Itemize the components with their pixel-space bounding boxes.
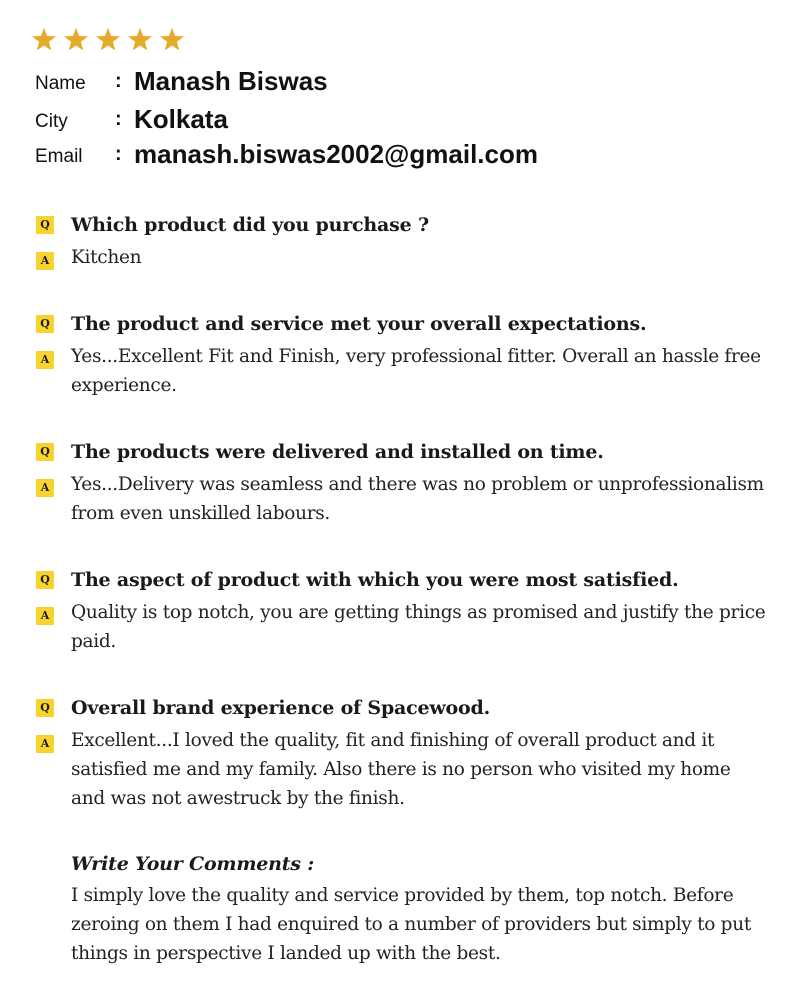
question-badge-icon: Q <box>36 443 54 461</box>
question-badge-icon: Q <box>36 315 54 333</box>
question-text: Overall brand experience of Spacewood. <box>71 697 491 719</box>
answer-text: Quality is top notch, you are getting things as promised and justify the price paid. <box>71 602 766 652</box>
qa-item <box>36 438 766 528</box>
star-icon <box>126 26 154 54</box>
answer-badge-icon: A <box>36 479 54 497</box>
answer-text: Excellent...I loved the quality, fit and finishing of overall product and it satisfied me and my family. Also there is no person who visited my home and was not awestruck by the finish. <box>71 730 731 809</box>
question-text: The product and service met your overall expectations. <box>71 313 647 335</box>
question-badge-icon: Q <box>36 216 54 234</box>
comments-text: I simply love the quality and service provided by them, top notch. Before zeroing on them I had enquired to a number of providers but simply to put things in perspective I landed up with the best. <box>71 885 751 964</box>
question-badge-icon: Q <box>36 571 54 589</box>
qa-item <box>36 694 766 813</box>
question-text: The products were delivered and installed on time. <box>71 441 604 463</box>
star-icon <box>30 26 58 54</box>
answer-text: Kitchen <box>71 247 142 268</box>
question-text: The aspect of product with which you were most satisfied. <box>71 569 679 591</box>
city-label: City <box>35 111 68 132</box>
qa-item <box>36 211 766 272</box>
answer-badge-icon: A <box>36 252 54 270</box>
answer-badge-icon: A <box>36 607 54 625</box>
star-icon <box>94 26 122 54</box>
name-label: Name <box>35 73 86 94</box>
name-value: Manash Biswas <box>134 66 328 96</box>
email-label: Email <box>35 146 83 167</box>
email-separator: : <box>115 143 122 165</box>
qa-item <box>36 310 766 400</box>
answer-text: Yes...Excellent Fit and Finish, very professional fitter. Overall an hassle free experience. <box>71 346 761 396</box>
answer-badge-icon: A <box>36 351 54 369</box>
email-value: manash.biswas2002@gmail.com <box>134 139 538 169</box>
city-separator: : <box>115 108 122 130</box>
star-icon <box>62 26 90 54</box>
question-badge-icon: Q <box>36 699 54 717</box>
star-icon <box>158 26 186 54</box>
comments-heading: Write Your Comments : <box>71 853 315 875</box>
name-separator: : <box>115 70 122 92</box>
city-value: Kolkata <box>134 104 228 134</box>
answer-text: Yes...Delivery was seamless and there was no problem or unprofessionalism from even unskilled labours. <box>71 474 764 524</box>
qa-item <box>36 566 766 656</box>
answer-badge-icon: A <box>36 735 54 753</box>
question-text: Which product did you purchase ? <box>71 214 429 236</box>
comments-section <box>71 850 771 968</box>
star-rating <box>30 26 186 54</box>
